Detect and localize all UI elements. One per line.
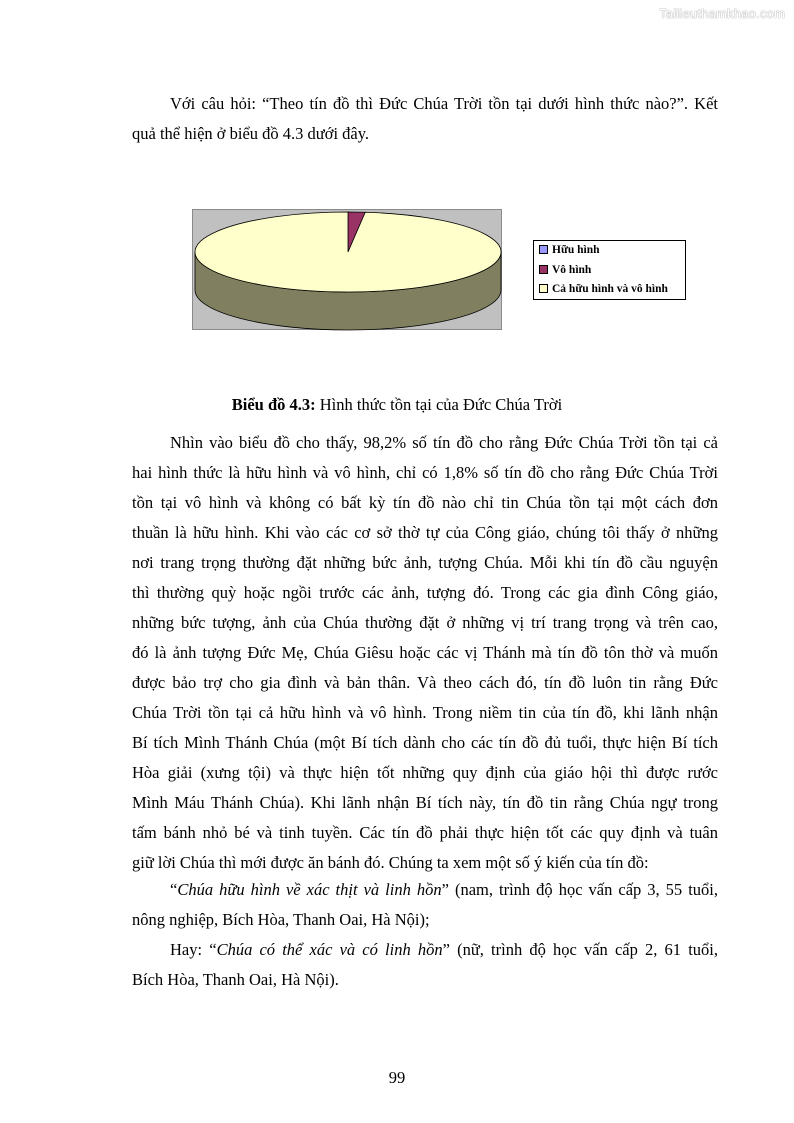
quote-2-open: Hay: “ [170, 940, 217, 959]
legend-item-huu-hinh [539, 243, 600, 258]
body-line: được bảo trợ cho gia đình và bản thân. Và theo cách đó, tín đồ luôn tin rằng Đức [132, 673, 718, 692]
quote-2-line-1 [132, 935, 718, 965]
watermark: Tailieuthamkhao.com [659, 6, 785, 21]
body-line: Mình Máu Thánh Chúa). Khi lãnh nhận Bí tích này, tín đồ tin rằng Chúa ngự trong [132, 793, 718, 812]
body-line: tồn tại vô hình và không có bất kỳ tín đồ nào chỉ tin Chúa tồn tại một cách đơn [132, 493, 718, 512]
body-line: hai hình thức là hữu hình và vô hình, chỉ có 1,8% số tín đồ cho rằng Đức Chúa Trời [132, 463, 718, 482]
legend-swatch-ca-hai [539, 284, 548, 293]
pie-chart [193, 210, 503, 331]
body-paragraph [132, 428, 718, 878]
quote-1-line-1 [132, 875, 718, 905]
intro-line-1: Với câu hỏi: “Theo tín đồ thì Đức Chúa Trời tồn tại dưới hình thức nào?”. Kết [170, 94, 718, 113]
pie-chart-area [192, 209, 502, 330]
caption-text: Hình thức tồn tại của Đức Chúa Trời [315, 395, 563, 414]
legend-label-vo-hinh: Vô hình [552, 264, 592, 276]
quote-2-italic: Chúa có thể xác và có linh hồn [216, 940, 443, 959]
figure-caption [0, 393, 794, 417]
intro-line-2: quả thể hiện ở biểu đồ 4.3 dưới đây. [132, 124, 370, 143]
body-line: giữ lời Chúa thì mới được ăn bánh đó. Chúng ta xem một số ý kiến của tín đồ: [132, 853, 649, 872]
legend-swatch-vo-hinh [539, 265, 548, 274]
quote-2-line-2: Bích Hòa, Thanh Oai, Hà Nội). [132, 970, 339, 989]
legend-item-vo-hinh [539, 263, 591, 278]
body-line: nơi trang trọng thường đặt những bức ảnh, tượng Chúa. Mỗi khi tín đồ cầu nguyện [132, 553, 718, 572]
body-line: Bí tích Mình Thánh Chúa (một Bí tích dành cho các tín đồ đủ tuổi, thực hiện Bí tích [132, 733, 718, 752]
body-line: Chúa Trời tồn tại cả hữu hình và vô hình. Trong niềm tin của tín đồ, khi lãnh nhận [132, 703, 718, 722]
legend-swatch-huu-hinh [539, 245, 548, 254]
intro-paragraph [132, 89, 718, 149]
quote-1-rest: ” (nam, trình độ học vấn cấp 3, 55 tuổi, [441, 880, 718, 899]
quote-1-line-2: nông nghiệp, Bích Hòa, Thanh Oai, Hà Nội); [132, 910, 430, 929]
caption-label: Biểu đồ 4.3: [231, 395, 316, 414]
page-number: 99 [388, 1068, 406, 1087]
legend-label-ca-hai: Cả hữu hình và vô hình [552, 283, 668, 295]
quote-2 [132, 935, 718, 995]
quote-1 [132, 875, 718, 935]
quote-1-italic: Chúa hữu hình về xác thịt và linh hồn [177, 880, 442, 899]
body-line: Nhìn vào biểu đồ cho thấy, 98,2% số tín đồ cho rằng Đức Chúa Trời tồn tại cả [170, 433, 718, 452]
pie-slice-2 [195, 212, 501, 292]
body-line: Hòa giải (xưng tội) và thực hiện tốt những quy định của giáo hội thì được rước [132, 763, 718, 782]
chart-legend [533, 240, 686, 300]
body-line: thì thường quỳ hoặc ngồi trước các ảnh, tượng đó. Trong các gia đình Công giáo, [132, 583, 718, 602]
body-line: tấm bánh nhỏ bé và tinh tuyền. Các tín đồ phải thực hiện tốt các quy định và tuân [132, 823, 718, 842]
quote-1-open: “ [170, 880, 178, 899]
body-line: thuần là hữu hình. Khi vào các cơ sở thờ tự của Công giáo, chúng tôi thấy ở những [132, 523, 718, 542]
legend-item-ca-hai [539, 282, 668, 297]
body-line: những bức tượng, ảnh của Chúa thường đặt ở những vị trí trang trọng và trên cao, [132, 613, 718, 632]
quote-2-rest: ” (nữ, trình độ học vấn cấp 2, 61 tuổi, [442, 940, 718, 959]
legend-label-huu-hinh: Hữu hình [552, 244, 600, 256]
body-line: đó là ảnh tượng Đức Mẹ, Chúa Giêsu hoặc các vị Thánh mà tín đồ tôn thờ và muốn [132, 643, 718, 662]
